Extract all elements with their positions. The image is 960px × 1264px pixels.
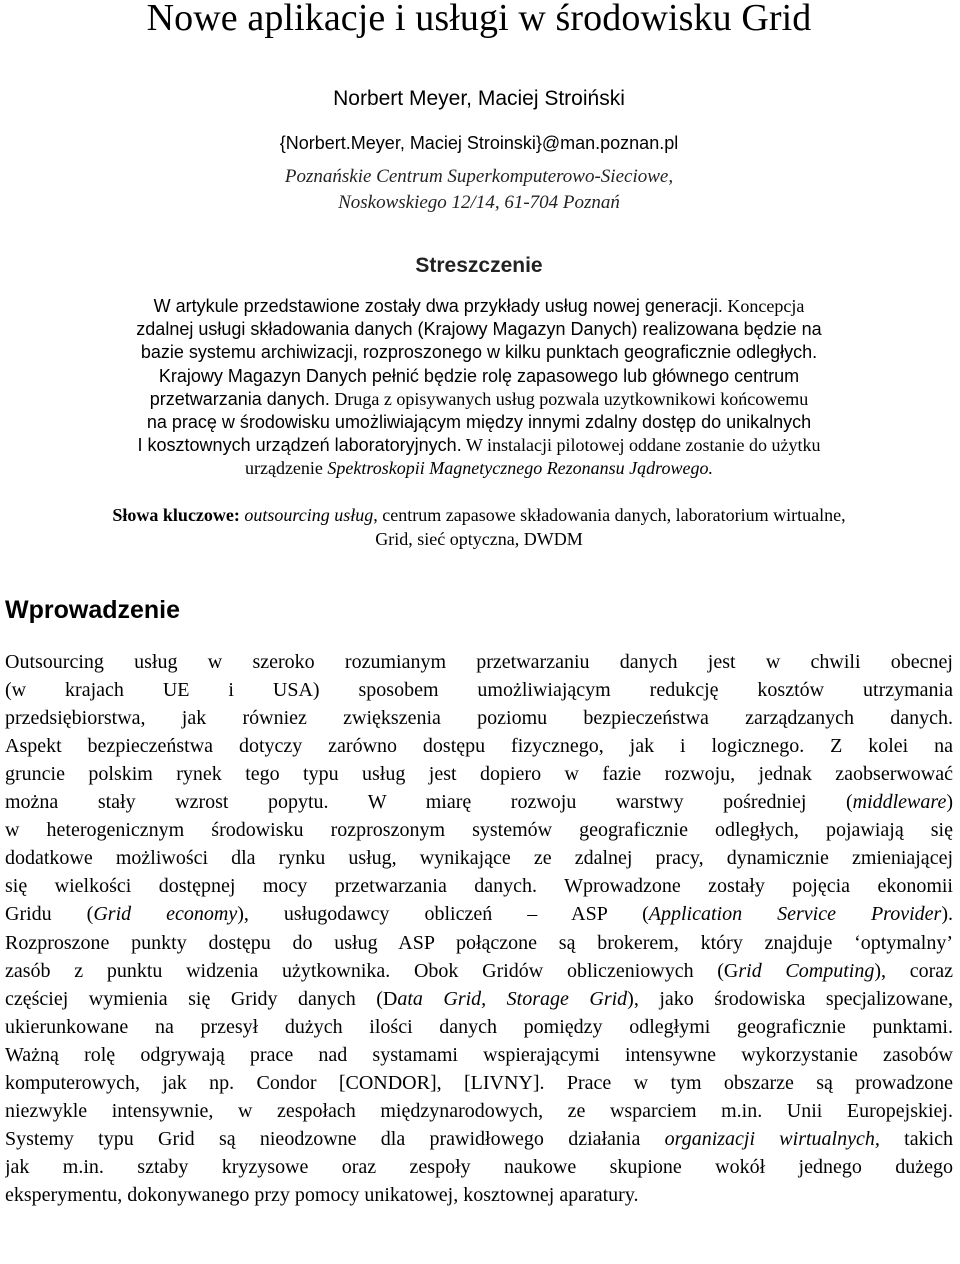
abstract-heading: Streszczenie	[415, 254, 543, 277]
body-line-run: jak m.in. sztaby kryzysowe oraz zespoły naukowe skupione wokół jednego dużego	[5, 1156, 953, 1179]
affiliation-line: Poznańskie Centrum Superkomputerowo-Sieciowe,	[284, 166, 674, 187]
abstract-line-run: W artykule przedstawione zostały dwa przykłady usług nowej generacji.	[153, 296, 723, 316]
abstract-line-run: urządzenie	[244, 458, 328, 479]
abstract-line	[39, 434, 919, 457]
body-line-run: ).	[941, 903, 953, 926]
body-line	[5, 957, 953, 985]
body-line-run: )	[946, 791, 953, 814]
body-line-run: (w krajach UE i USA) sposobem umożliwiającym redukcję kosztów utrzymania	[5, 678, 953, 701]
body-line-run: Gridu (	[5, 903, 94, 926]
body-line-run: Rozproszone punkty dostępu do usług ASP połączone są brokerem, który znajduje ‘optymalny’	[5, 931, 953, 954]
body-line	[5, 1041, 953, 1069]
abstract-line	[39, 318, 919, 341]
body-line-run: komputerowych, jak np. Condor [CONDOR], [LIVNY]. Prace w tym obszarze są prowadzone	[5, 1072, 953, 1095]
abstract-line-run: Koncepcja	[722, 296, 805, 316]
body-line	[5, 732, 953, 760]
abstract-line-run: przetwarzania danych.	[149, 388, 330, 409]
body-line-run: rid Computing	[738, 959, 875, 982]
body-line-run: dodatkowe możliwości dla rynku usług, wynikające ze zdalnej pracy, dynamicznie zmieniającej	[5, 847, 953, 870]
body-line-run: eksperymentu, dokonywanego przy pomocy unikatowej, kosztownej aparatury.	[5, 1184, 639, 1207]
abstract-line-run: Krajowy Magazyn Danych pełnić będzie rolę zapasowego lub głównego centrum	[158, 365, 800, 386]
body-line-run: w heterogenicznym środowisku rozproszonym systemów geograficznie odległych, pojawiają się	[5, 819, 953, 842]
body-line-run: Systemy typu Grid są nieodzowne dla prawidłowego działania	[5, 1128, 665, 1151]
abstract-line-run: Druga z opisywanych usług pozwala uzytkownikowi końcowemu	[329, 388, 809, 409]
keywords-line-run: outsourcing usług	[244, 504, 374, 525]
abstract-line-run: na pracę w środowisku umożliwiającym między innymi zdalny dostęp do unikalnych	[146, 412, 812, 433]
body-line	[5, 676, 953, 704]
keywords-line-run: , centrum zapasowe składowania danych, laboratorium wirtualne,	[373, 504, 846, 525]
authors: Norbert Meyer, Maciej Stroiński	[333, 87, 625, 110]
keywords	[5, 503, 953, 551]
body-line	[5, 704, 953, 732]
body-line-run: ata Grid, Storage Grid	[397, 987, 628, 1010]
affiliation-line: Noskowskiego 12/14, 61-704 Poznań	[338, 192, 620, 213]
body-line	[5, 844, 953, 872]
body-line-run: organizacji wirtualnych,	[664, 1128, 880, 1151]
abstract-line	[39, 457, 919, 480]
body-line-run: middleware	[852, 791, 947, 814]
section-heading-introduction: Wprowadzenie	[5, 595, 181, 624]
keywords-line-run: Grid, sieć optyczna, DWDM	[375, 528, 583, 549]
introduction-paragraph	[5, 648, 953, 1210]
body-line-run: niezwykle intensywnie, w zespołach międzynarodowych, ze wsparciem m.in. Unii Europejskiej.	[5, 1100, 953, 1123]
body-line-run: przedsiębiorstwa, jak równiez zwiększenia poziomu bezpieczeństwa zarządzanych danych.	[5, 706, 953, 729]
body-line	[5, 816, 953, 844]
keywords-line-run: Słowa kluczowe:	[112, 504, 240, 525]
abstract-line	[39, 341, 919, 364]
body-line-run: Application Service Provider	[648, 903, 942, 926]
body-line-run: ), coraz	[874, 959, 953, 982]
body-line	[5, 1153, 953, 1181]
body-line-run: Ważną rolę odgrywają prace nad systamami wspierającymi intensywne wykorzystanie zasobów	[5, 1043, 953, 1066]
body-line	[5, 648, 953, 676]
body-line	[5, 788, 953, 816]
body-line-run: gruncie polskim rynek tego typu usług jest dopiero w fazie rozwoju, jednak zaobserwować	[5, 763, 953, 785]
body-line-run: Grid economy	[93, 903, 238, 926]
keywords-line	[5, 527, 953, 551]
body-line-run: ukierunkowane na przesył dużych ilości danych pomiędzy odległymi geograficznie punktami.	[5, 1015, 953, 1038]
body-line-run: Aspekt bezpieczeństwa dotyczy zarówno dostępu fizycznego, jak i logicznego. Z kolei na	[5, 734, 953, 757]
body-line	[5, 1013, 953, 1041]
abstract-line-run: bazie systemu archiwizacji, rozproszonego w kilku punktach geograficznie odległych.	[140, 342, 818, 363]
body-line-run: ), jako środowiska specjalizowane,	[627, 987, 953, 1010]
paper-title: Nowe aplikacje i usługi w środowisku Grid	[146, 0, 812, 39]
body-line-run: ), usługodawcy obliczeń – ASP (	[237, 903, 649, 926]
abstract-line	[39, 365, 919, 388]
body-line	[5, 1069, 953, 1097]
abstract-line	[39, 295, 919, 318]
abstract-line-run: Spektroskopii Magnetycznego Rezonansu Jądrowego.	[327, 458, 714, 479]
affiliation	[5, 164, 953, 216]
abstract-line	[39, 388, 919, 411]
body-line	[5, 1181, 953, 1209]
body-line-run: Outsourcing usług w szeroko rozumianym przetwarzaniu danych jest w chwili obecnej	[5, 650, 953, 673]
body-line	[5, 985, 953, 1013]
abstract-line-run: W instalacji pilotowej oddane zostanie do użytku	[461, 435, 821, 456]
body-line-run: częściej wymienia się Gridy danych (D	[5, 987, 398, 1010]
body-line	[5, 1125, 953, 1153]
body-line-run: można stały wzrost popytu. W miarę rozwoju warstwy pośredniej (	[5, 791, 853, 814]
body-line	[5, 872, 953, 900]
body-line	[5, 1097, 953, 1125]
body-line	[5, 760, 953, 788]
abstract-line-run: zdalnej usługi składowania danych (Krajowy Magazyn Danych) realizowana będzie na	[136, 319, 822, 340]
body-line	[5, 929, 953, 957]
keywords-line	[5, 503, 953, 527]
abstract-line-run: I kosztownych urządzeń laboratoryjnych.	[137, 435, 462, 456]
abstract-line	[39, 411, 919, 434]
body-line-run: takich	[879, 1128, 953, 1151]
abstract-text	[39, 295, 919, 481]
body-line-run: się wielkości dostępnej mocy przetwarzania danych. Wprowadzone zostały pojęcia ekonomii	[5, 875, 953, 898]
body-line	[5, 900, 953, 928]
body-line-run: zasób z punktu widzenia użytkownika. Obok Gridów obliczeniowych (G	[5, 959, 739, 982]
author-emails: {Norbert.Meyer, Maciej Stroinski}@man.poznan.pl	[279, 133, 679, 153]
